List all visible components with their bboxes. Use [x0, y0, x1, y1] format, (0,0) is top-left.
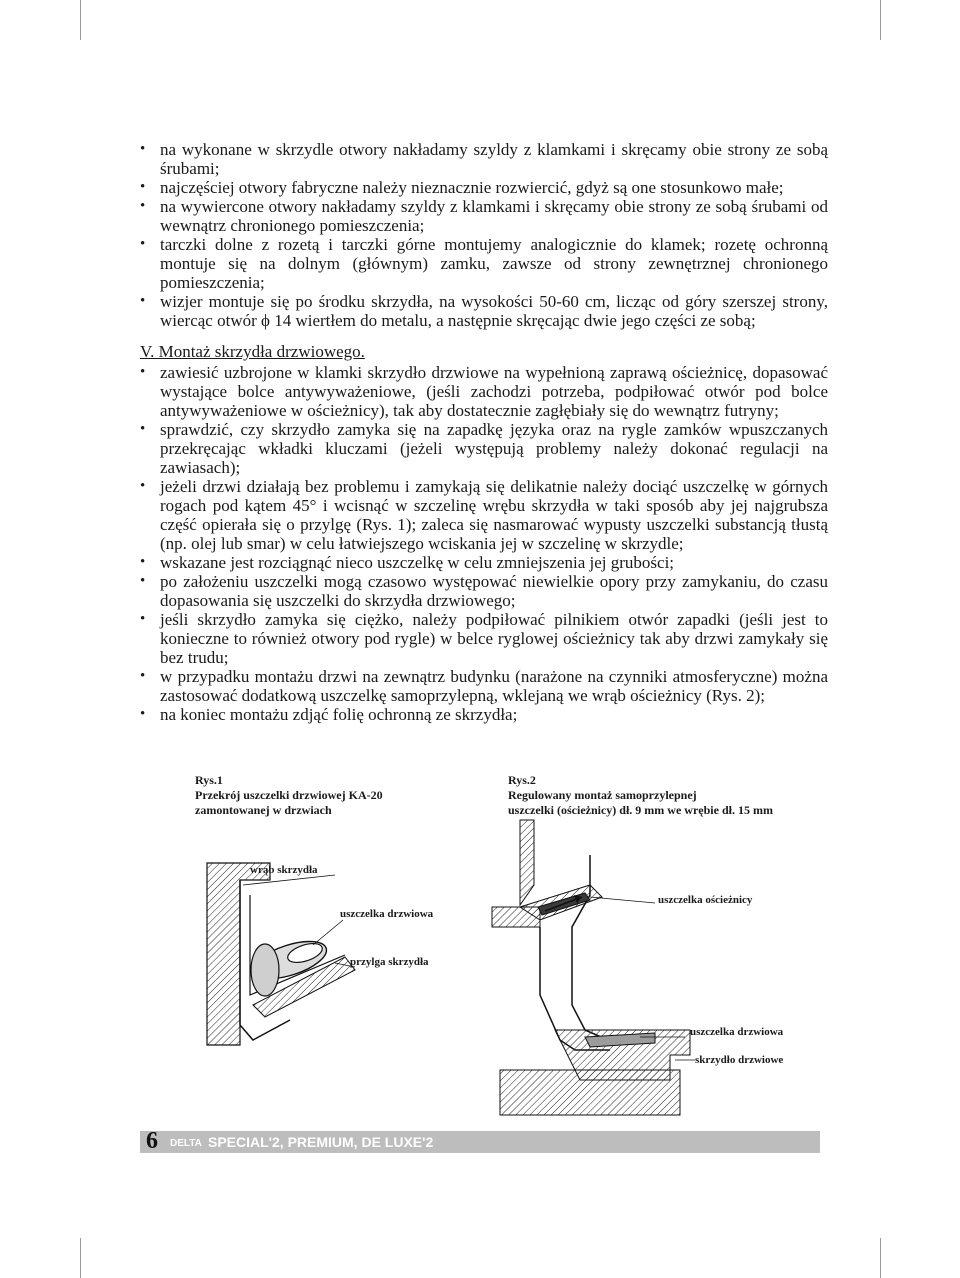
list-item: • zawiesić uzbrojone w klamki skrzydło drzwiowe na wypełnioną zaprawą ościeżnicę, dopasować wystające bolce antywyważeniowe, (jeśli zachodzi potrzeba, podpiłować otwór pod bolce antywyważeniowe w ościeżnicy), tak aby dostatecznie zagłębiały się do wewnątrz futryny; — [140, 363, 828, 420]
figure1-caption-line: Przekrój uszczelki drzwiowej KA-20 — [195, 788, 383, 802]
figure2-label: Rys.2 — [508, 773, 536, 787]
callout-label: skrzydło drzwiowe — [695, 1054, 784, 1066]
page-content — [140, 140, 828, 724]
frame-section — [520, 820, 534, 905]
list-item: • wizjer montuje się po środku skrzydła, na wysokości 50-60 cm, licząc od góry szerszej strony, wiercąc otwór ϕ 14 wiertłem do metalu, a następnie skręcając dwie jego części ze sobą; — [140, 292, 828, 330]
figure2-caption — [508, 773, 773, 818]
callout-line — [313, 920, 343, 945]
footer-brand: DELTA — [170, 1138, 202, 1149]
door-leaf-outline — [572, 855, 615, 1043]
list-item: • w przypadku montażu drzwi na zewnątrz budynku (narażone na czynniki atmosferyczne) można zastosować dodatkową uszczelkę samoprzylepną, wklejaną we wrąb ościeżnicy (Rys. 2); — [140, 667, 828, 705]
callout-label: przylga skrzydła — [350, 956, 429, 968]
crop-mark — [80, 0, 81, 40]
bullet-list-section — [140, 363, 828, 724]
list-item: • na wywiercone otwory nakładamy szyldy z klamkami i skręcamy obie strony ze sobą śrubami od wewnątrz chronionego pomieszczenia; — [140, 197, 828, 235]
section-heading: V. Montaż skrzydła drzwiowego. — [140, 342, 365, 361]
list-item: • na wykonane w skrzydle otwory nakładamy szyldy z klamkami i skręcamy obie strony ze sobą śrubami; — [140, 140, 828, 178]
list-item: • na koniec montażu zdjąć folię ochronną ze skrzydła; — [140, 705, 828, 724]
list-item: • sprawdzić, czy skrzydło zamyka się na zapadkę języka oraz na rygle zamków wpuszczanych przekręcając wkładki kluczami (jeżeli występują problemy należy dokonać regulacji na zawiasach); — [140, 420, 828, 477]
page-number: 6 — [146, 1128, 158, 1154]
list-item: • po założeniu uszczelki mogą czasowo występować niewielkie opory przy zamykaniu, do czasu dopasowania się uszczelki do skrzydła drzwiowego; — [140, 572, 828, 610]
figure2-caption-line: Regulowany montaż samoprzylepnej — [508, 788, 697, 802]
list-item: • jeżeli drzwi działają bez problemu i zamykają się delikatnie należy dociąć uszczelkę w górnych rogach pod kątem 45° i wcisnąć w szczelinę wrębu skrzydła w taki sposób aby jej najgrubsza część opierała się o przylgę (Rys. 1); zaleca się nasmarować wypusty uszczelki substancją tłustą (np. olej lub smar) w celu łatwiejszego wciskania jej w szczelinę w skrzydle; — [140, 477, 828, 553]
figure1-caption — [195, 773, 383, 818]
figure1-label: Rys.1 — [195, 773, 223, 787]
list-item: • jeśli skrzydło zamyka się ciężko, należy podpiłować pilnikiem otwór zapadki (jeśli jest to konieczne to również otwory pod rygle) w belce ryglowej ościeżnicy tak aby drzwi zamykały się bez trudu; — [140, 610, 828, 667]
figure2-caption-line: uszczelki (ościeżnicy) dł. 9 mm we wrębie dł. 15 mm — [508, 803, 773, 817]
list-item: • najczęściej otwory fabryczne należy nieznacznie rozwiercić, gdyż są one stosunkowo małe; — [140, 178, 828, 197]
figure1-caption-line: zamontowanej w drzwiach — [195, 803, 332, 817]
figure1-diagram — [195, 845, 460, 1050]
crop-mark — [880, 0, 881, 40]
crop-mark — [80, 1238, 81, 1278]
crop-mark — [880, 1238, 881, 1278]
callout-line — [590, 897, 655, 903]
door-leaf-section — [500, 1070, 680, 1115]
callout-label: uszczelka drzwiowa — [690, 1026, 784, 1038]
figure2-diagram — [490, 815, 820, 1120]
list-item: • wskazane jest rozciągnąć nieco uszczelkę w celu zmniejszenia jej grubości; — [140, 553, 828, 572]
callout-label: uszczelka drzwiowa — [340, 908, 434, 920]
callout-label: uszczelka ościeżnicy — [658, 894, 753, 906]
footer-models: SPECIAL'2, PREMIUM, DE LUXE'2 — [208, 1134, 434, 1150]
gasket-shape — [251, 944, 279, 996]
bullet-list-top — [140, 140, 828, 330]
callout-label: wrąb skrzydła — [250, 864, 318, 876]
list-item: • tarczki dolne z rozetą i tarczki górne montujemy analogicznie do klamek; rozetę ochronną montuje się na dolnym (głównym) zamku, zawsze od strony zewnętrznej chronionego pomieszczenia; — [140, 235, 828, 292]
